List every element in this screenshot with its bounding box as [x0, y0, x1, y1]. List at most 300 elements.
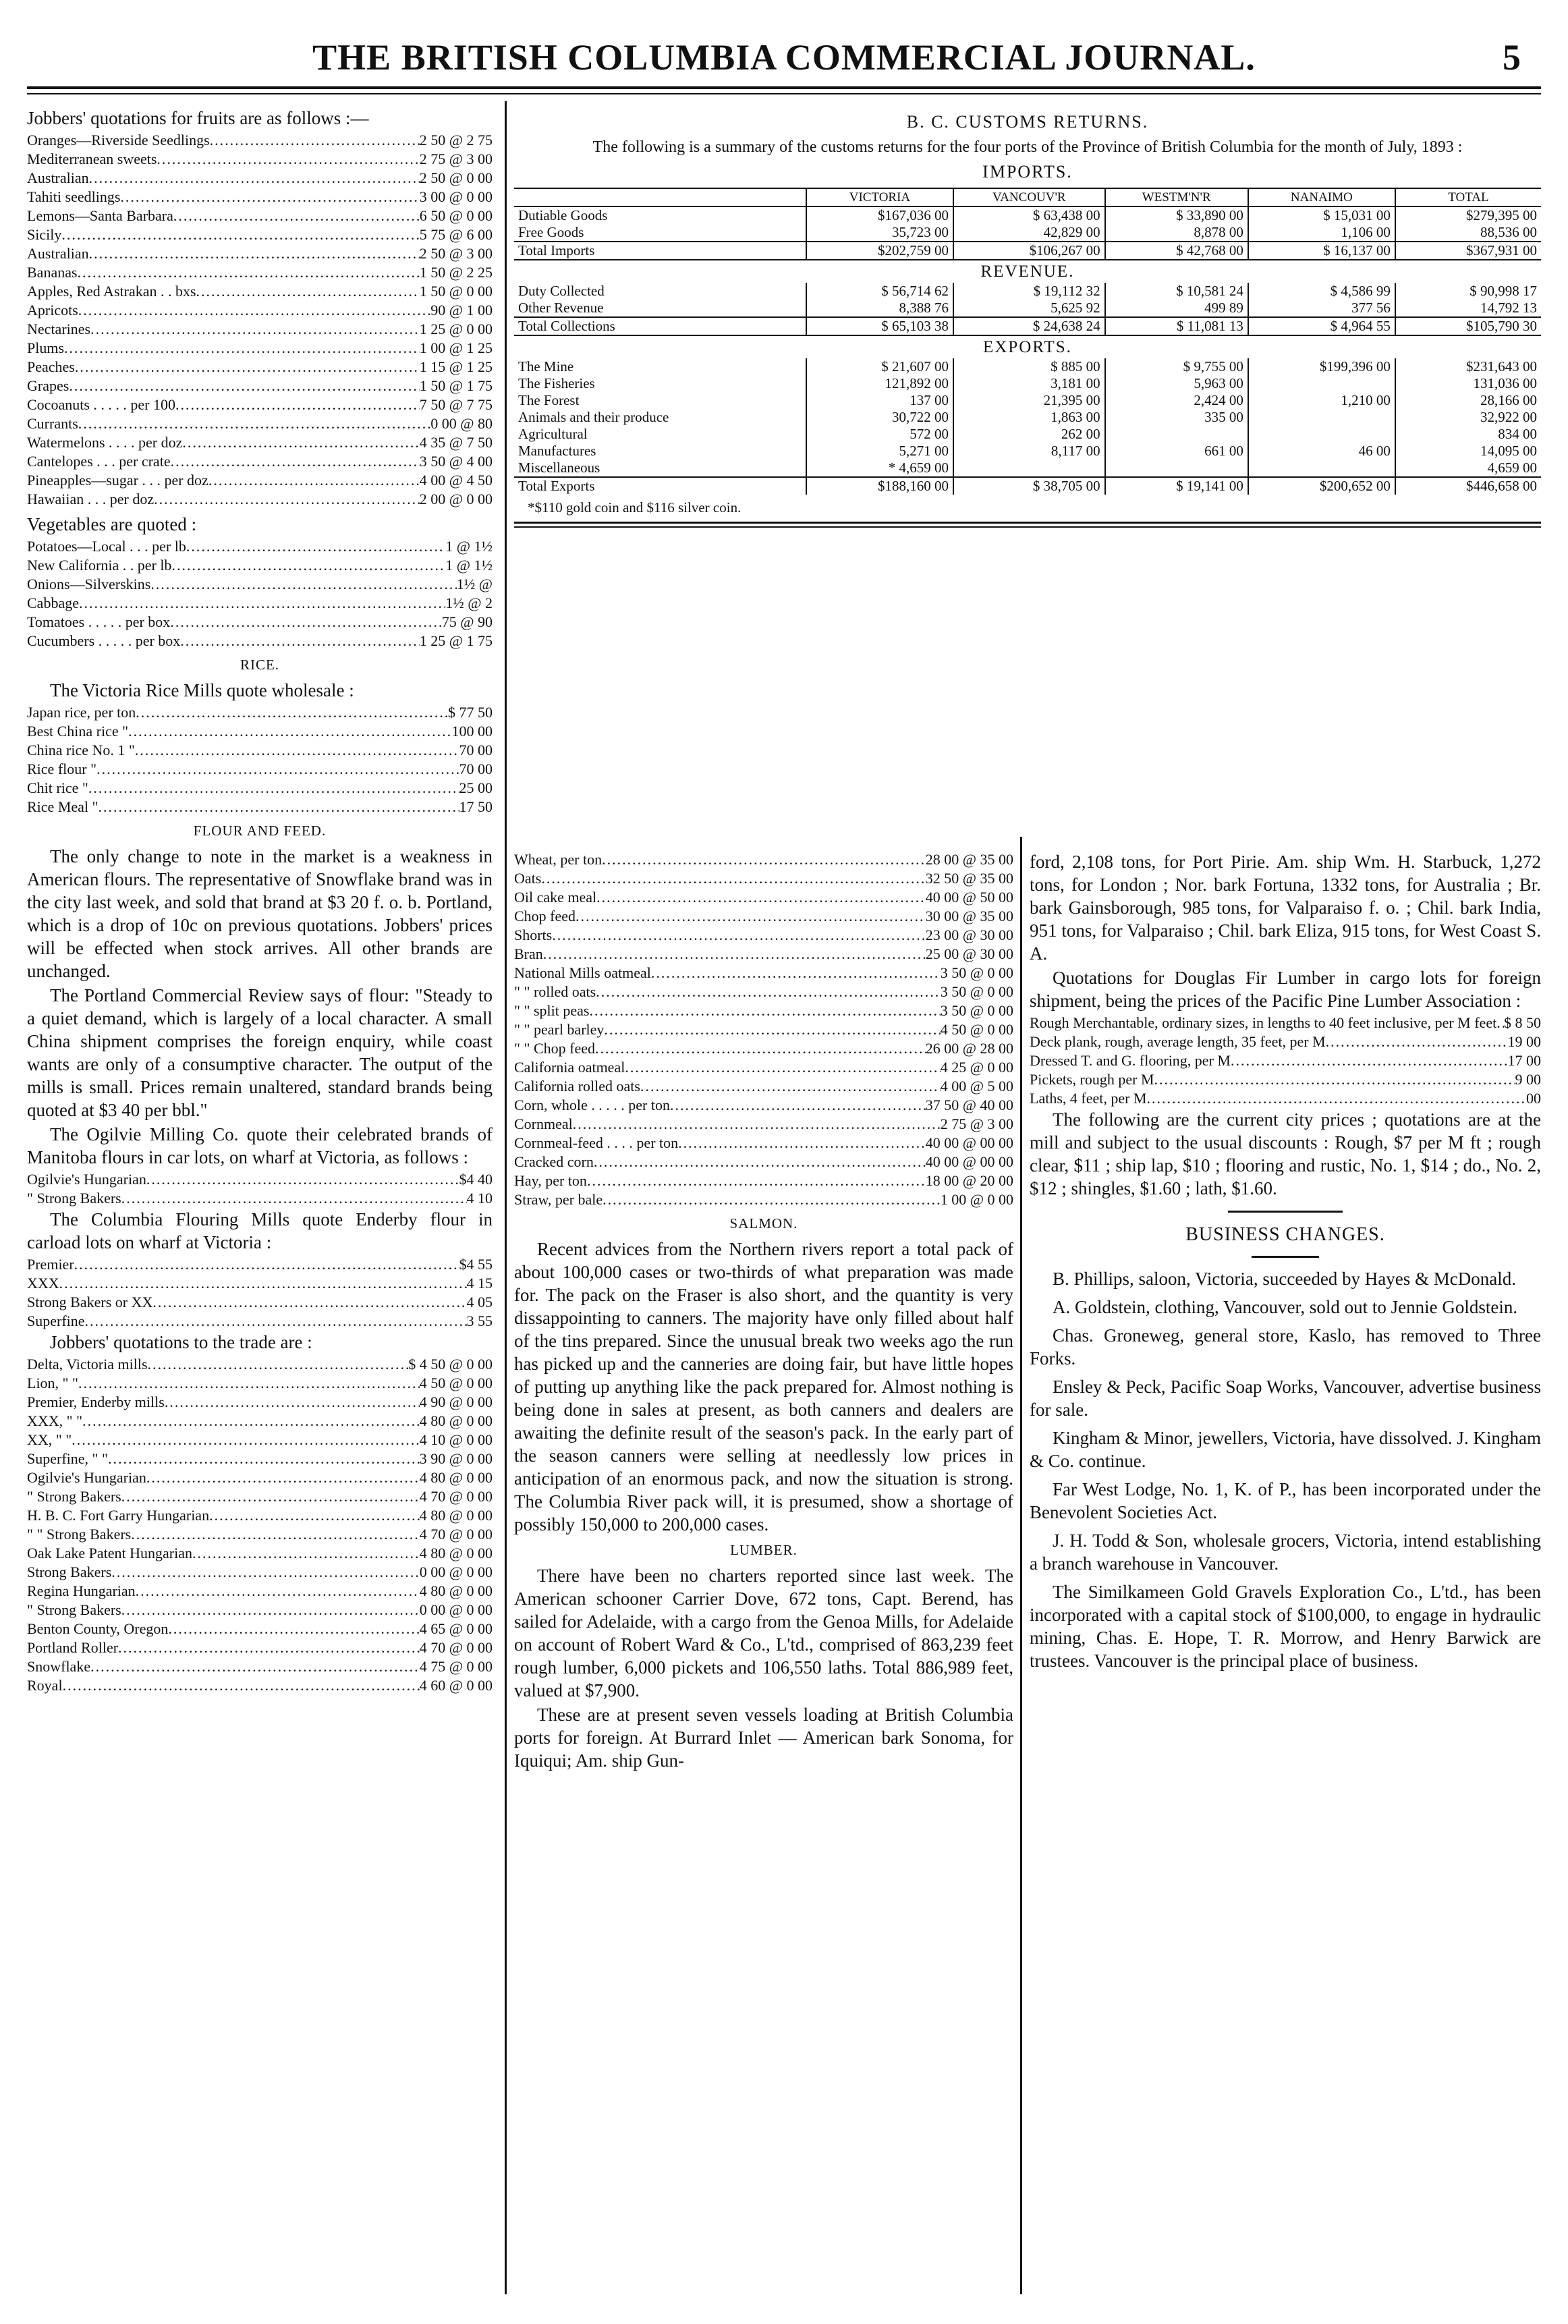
item-price: 0 00 @ 0 00 — [419, 1564, 493, 1580]
item-name: Corn, whole . . . . . per ton — [514, 1097, 670, 1113]
price-row — [27, 1393, 493, 1412]
item-name: " Strong Bakers — [27, 1190, 121, 1207]
item-price: 17 00 — [1507, 1052, 1541, 1069]
dot-leader — [121, 1601, 420, 1620]
dot-leader — [75, 358, 420, 377]
dot-leader — [135, 741, 459, 760]
price-row — [27, 1468, 493, 1487]
exports-row — [514, 375, 1541, 392]
item-name: Strong Bakers — [27, 1564, 112, 1580]
cell-value: $ 885 00 — [953, 358, 1105, 375]
price-row — [27, 206, 493, 225]
dot-leader — [146, 1170, 459, 1189]
price-row — [27, 377, 493, 395]
item-name: Mediterranean sweets — [27, 150, 157, 167]
customs-bottom-rule-2 — [514, 526, 1541, 528]
item-name: Premier — [27, 1256, 74, 1273]
item-name: California rolled oats — [514, 1078, 640, 1095]
item-name: Cabbage — [27, 594, 79, 611]
cell-value: $167,036 00 — [806, 206, 953, 224]
cell-value: $ 15,031 00 — [1248, 206, 1395, 224]
item-name: Grapes — [27, 377, 69, 394]
item-name: Plums — [27, 339, 65, 356]
dot-leader — [180, 632, 419, 651]
price-row — [27, 188, 493, 206]
price-row — [27, 452, 493, 471]
rice-heading: RICE. — [240, 657, 280, 673]
item-price: $ 77 50 — [448, 704, 493, 721]
item-name: Dressed T. and G. flooring, per M — [1030, 1052, 1231, 1069]
douglas-paragraph: Quotations for Douglas Fir Lumber in cargo lots for foreign shipment, being the prices of the Pacific Pine Lumber Association : — [1030, 968, 1541, 1011]
dot-leader — [131, 1525, 420, 1544]
cell-value: $202,759 00 — [806, 242, 953, 260]
item-price: 1½ @ 2 — [445, 594, 493, 611]
price-row — [27, 722, 493, 741]
dot-leader — [541, 869, 925, 888]
item-price: 1 50 @ 2 25 — [419, 264, 493, 281]
dot-leader — [182, 433, 419, 452]
dot-leader — [604, 1020, 940, 1039]
cell-value: 121,892 00 — [806, 375, 953, 392]
cell-value: $ 10,581 24 — [1105, 283, 1248, 300]
cell-value: 88,536 00 — [1395, 224, 1541, 242]
price-row — [27, 1563, 493, 1582]
item-price: 4 80 @ 0 00 — [419, 1412, 493, 1429]
cell-value — [1105, 460, 1248, 477]
columbia-price-list — [27, 1255, 493, 1331]
item-price: $ 4 50 @ 0 00 — [408, 1356, 493, 1373]
item-price: 6 50 @ 0 00 — [419, 207, 493, 224]
item-price: 4 00 @ 5 00 — [940, 1078, 1013, 1095]
dot-leader — [64, 339, 420, 358]
dot-leader — [552, 926, 925, 945]
item-name: Portland Roller — [27, 1639, 119, 1656]
item-price: 40 00 @ 50 00 — [925, 889, 1013, 906]
dot-leader — [89, 244, 420, 263]
price-row — [514, 1115, 1013, 1134]
item-price: 4 60 @ 0 00 — [419, 1677, 493, 1694]
cell-value — [1248, 460, 1395, 477]
cell-value: 131,036 00 — [1395, 375, 1541, 392]
cell-value — [1248, 409, 1395, 426]
price-row — [27, 1312, 493, 1331]
dot-leader — [69, 377, 419, 395]
dot-leader — [171, 556, 445, 575]
item-name: Apples, Red Astrakan . . bxs — [27, 283, 196, 300]
price-row — [27, 1638, 493, 1657]
dot-leader — [99, 798, 459, 817]
item-name: Strong Bakers or XX — [27, 1294, 153, 1310]
cell-value: $ 11,081 13 — [1105, 317, 1248, 335]
item-price: $ 8 50 — [1504, 1014, 1541, 1031]
item-name: Benton County, Oregon — [27, 1620, 169, 1637]
price-row — [27, 613, 493, 632]
item-price: 4 05 — [466, 1294, 493, 1310]
exports-row — [514, 392, 1541, 409]
heading-rule — [1252, 1256, 1319, 1258]
item-name: Laths, 4 feet, per M — [1030, 1090, 1147, 1107]
cell-value: 42,829 00 — [953, 224, 1105, 242]
cell-value: TOTAL — [1395, 188, 1541, 206]
item-price: 4 25 @ 0 00 — [940, 1059, 1013, 1076]
flour-paragraph-2: The Portland Commercial Review says of flour: "Steady to a quiet demand, which is largely of a local character. A small China shipment comprises the foreign enquiry, while coast wants are only of a consumptive character. The output of the mills is small. Prices remain unaltered, standard brands being quoted at $3 40 per bbl." — [27, 985, 493, 1120]
price-row — [27, 594, 493, 613]
item-price: 2 75 @ 3 00 — [419, 150, 493, 167]
item-name: Australian — [27, 169, 89, 186]
page-header — [0, 27, 1568, 108]
dot-leader — [111, 1563, 419, 1582]
ogilvie-price-list — [27, 1170, 493, 1208]
dot-leader — [82, 1412, 420, 1431]
cell-value: 8,117 00 — [953, 443, 1105, 460]
item-price: 9 00 — [1515, 1071, 1541, 1088]
cell-value: $367,931 00 — [1395, 242, 1541, 260]
dot-leader — [651, 964, 941, 983]
item-price: 70 00 — [459, 760, 493, 777]
dot-leader — [136, 703, 448, 722]
row-label: Miscellaneous — [518, 460, 600, 476]
item-name: XXX — [27, 1275, 59, 1292]
price-row — [27, 225, 493, 244]
dot-leader — [175, 395, 420, 414]
price-row — [27, 320, 493, 339]
item-price: 17 50 — [459, 798, 493, 815]
item-name: Sicily — [27, 226, 62, 243]
dot-leader — [587, 1171, 926, 1190]
item-price: 40 00 @ 00 00 — [925, 1153, 1013, 1170]
imports-row — [514, 224, 1541, 242]
item-price: 2 50 @ 0 00 — [419, 169, 493, 186]
price-row — [514, 964, 1013, 983]
customs-title: B. C. CUSTOMS RETURNS. — [906, 112, 1149, 132]
item-name: Nectarines — [27, 321, 91, 337]
price-row — [27, 1676, 493, 1695]
item-price: 4 70 @ 0 00 — [419, 1639, 493, 1656]
business-change-item: Chas. Groneweg, general store, Kaslo, has removed to Three Forks. — [1030, 1325, 1541, 1368]
cell-value: $ 4,586 99 — [1248, 283, 1395, 300]
price-row — [514, 1039, 1013, 1058]
item-name: Bran — [514, 945, 543, 962]
price-row — [1030, 1070, 1541, 1089]
item-price: 4 80 @ 0 00 — [419, 1545, 493, 1561]
cell-value: $ 42,768 00 — [1105, 242, 1248, 260]
item-price: 4 10 — [466, 1190, 493, 1207]
dot-leader — [1147, 1089, 1527, 1108]
cell-value: $ 63,438 00 — [953, 206, 1105, 224]
cell-value: 8,388 76 — [806, 300, 953, 317]
dot-leader — [61, 225, 419, 244]
item-price: 4 80 @ 0 00 — [419, 1582, 493, 1599]
row-label: Dutiable Goods — [518, 207, 608, 223]
price-row — [514, 1096, 1013, 1115]
item-name: " " rolled oats — [514, 983, 596, 1000]
price-row — [27, 556, 493, 575]
price-row — [27, 1487, 493, 1506]
item-name: Wheat, per ton — [514, 851, 603, 868]
price-row — [27, 282, 493, 301]
fruits-price-list — [27, 131, 493, 509]
item-price: 4 70 @ 0 00 — [419, 1488, 493, 1505]
cell-value: 14,792 13 — [1395, 300, 1541, 317]
business-changes-heading: BUSINESS CHANGES. — [1185, 1224, 1385, 1245]
item-price: 4 00 @ 4 50 — [419, 472, 493, 489]
item-price: 0 00 @ 0 00 — [419, 1601, 493, 1618]
dot-leader — [90, 320, 420, 339]
dot-leader — [85, 1312, 467, 1331]
column-divider-left — [505, 101, 507, 2294]
item-name: " " split peas — [514, 1002, 590, 1019]
price-row — [27, 358, 493, 377]
item-price: 1 00 @ 1 25 — [419, 339, 493, 356]
item-name: Currants — [27, 415, 78, 432]
lumber-paragraph-1: There have been no charters reported since last week. The American schooner Carrier Dove, 672 tons, Capt. Berend, has sailed for Adelaide, with a cargo from the Genoa Mills, for Adelaide on account of Robert Ward & Co., L'td., comprised of 863,239 feet rough lumber, 6,000 pickets and 106,550 laths. Total 886,989 feet, valued at $7,900. — [514, 1566, 1013, 1700]
business-changes-list — [1030, 1267, 1541, 1672]
price-row — [27, 131, 493, 150]
exports-heading — [514, 335, 1541, 358]
dot-leader — [78, 301, 430, 320]
item-name: California oatmeal — [514, 1059, 625, 1076]
cell-value: $ 16,137 00 — [1248, 242, 1395, 260]
price-row — [514, 1001, 1013, 1020]
cell-value: $ 38,705 00 — [953, 477, 1105, 495]
price-row — [27, 741, 493, 760]
price-row — [514, 1190, 1013, 1209]
cell-value: $ 65,103 38 — [806, 317, 953, 335]
item-name: Pickets, rough per M — [1030, 1071, 1154, 1088]
price-row — [27, 1657, 493, 1676]
cell-value: * 4,659 00 — [806, 460, 953, 477]
item-price: 2 50 @ 3 00 — [419, 245, 493, 262]
item-price: 32 50 @ 35 00 — [925, 870, 1013, 887]
price-row — [27, 1189, 493, 1208]
item-name: Ogilvie's Hungarian — [27, 1171, 146, 1188]
cell-value: NANAIMO — [1248, 188, 1395, 206]
item-price: 40 00 @ 00 00 — [925, 1134, 1013, 1151]
row-label: Agricultural — [518, 426, 588, 442]
price-row — [1030, 1051, 1541, 1070]
item-price: 1 15 @ 1 25 — [419, 358, 493, 375]
cell-value: $ 19,141 00 — [1105, 477, 1248, 495]
item-name: Pineapples—sugar . . . per doz — [27, 472, 208, 489]
dot-leader — [78, 1374, 420, 1393]
item-price: 37 50 @ 40 00 — [925, 1097, 1013, 1113]
item-name: Ogilvie's Hungarian — [27, 1469, 146, 1486]
item-price: 4 80 @ 0 00 — [419, 1469, 493, 1486]
cell-value: WESTM'N'R — [1105, 188, 1248, 206]
dot-leader — [90, 1657, 420, 1676]
item-price: 1 @ 1½ — [445, 538, 493, 555]
dot-leader — [678, 1134, 926, 1153]
jobbers-paragraph: Jobbers' quotations to the trade are : — [50, 1332, 312, 1352]
business-change-item: B. Phillips, saloon, Victoria, succeeded by Hayes & McDonald. — [1053, 1269, 1517, 1289]
cell-value: 1,210 00 — [1248, 392, 1395, 409]
cell-value: $106,267 00 — [953, 242, 1105, 260]
cell-value: 4,659 00 — [1395, 460, 1541, 477]
item-name: Oranges—Riverside Seedlings — [27, 132, 210, 148]
item-name: Oil cake meal — [514, 889, 597, 906]
section-heading: REVENUE. — [514, 260, 1541, 283]
price-row — [27, 1506, 493, 1525]
price-row — [27, 433, 493, 452]
dot-leader — [1154, 1070, 1515, 1089]
item-price: 1 @ 1½ — [445, 557, 493, 574]
item-name: XX, " " — [27, 1431, 72, 1448]
imports-total-row — [514, 242, 1541, 260]
price-row — [27, 263, 493, 282]
flour-heading: FLOUR AND FEED. — [193, 823, 327, 839]
journal-title: THE BRITISH COLUMBIA COMMERCIAL JOURNAL. — [312, 37, 1256, 78]
dot-leader — [168, 1620, 419, 1638]
dot-leader — [186, 537, 445, 556]
dot-leader — [210, 131, 420, 150]
cell-value: 335 00 — [1105, 409, 1248, 426]
price-row — [27, 1274, 493, 1293]
dot-leader — [148, 1355, 409, 1374]
row-label: Other Revenue — [518, 300, 604, 316]
price-row — [27, 1525, 493, 1544]
dot-leader — [640, 1077, 941, 1096]
item-name: Potatoes—Local . . . per lb — [27, 538, 186, 555]
dot-leader — [136, 1582, 420, 1601]
cell-value: $ 19,112 32 — [953, 283, 1105, 300]
cell-value: 5,625 92 — [953, 300, 1105, 317]
price-row — [27, 301, 493, 320]
cell-value — [1248, 426, 1395, 443]
item-price: 4 90 @ 0 00 — [419, 1393, 493, 1410]
item-price: 28 00 @ 35 00 — [925, 851, 1013, 868]
price-row — [1030, 1089, 1541, 1108]
price-row — [27, 798, 493, 817]
dot-leader — [89, 169, 420, 188]
cell-value: 14,095 00 — [1395, 443, 1541, 460]
item-price: 3 00 @ 0 00 — [419, 188, 493, 205]
item-name: " Strong Bakers — [27, 1601, 121, 1618]
dot-leader — [79, 594, 445, 613]
row-label: Total Imports — [514, 242, 806, 260]
header-rule-thin — [27, 93, 1541, 94]
customs-footnote: *$110 gold coin and $116 silver coin. — [528, 499, 741, 516]
dot-leader — [595, 1039, 926, 1058]
cell-value: $ 56,714 62 — [806, 283, 953, 300]
item-name: Hay, per ton — [514, 1172, 587, 1189]
price-row — [27, 760, 493, 779]
dot-leader — [603, 1190, 941, 1209]
item-name: Premier, Enderby mills — [27, 1393, 165, 1410]
price-row — [27, 244, 493, 263]
cell-value: 1,863 00 — [953, 409, 1105, 426]
item-name: " " Chop feed — [514, 1040, 595, 1057]
price-row — [27, 779, 493, 798]
cell-value: 21,395 00 — [953, 392, 1105, 409]
business-change-item: Ensley & Peck, Pacific Soap Works, Vancouver, advertise business for sale. — [1030, 1377, 1541, 1420]
item-name: Bananas — [27, 264, 78, 281]
dot-leader — [96, 760, 459, 779]
price-row — [514, 926, 1013, 945]
page-number: 5 — [1503, 37, 1521, 78]
business-change-item: A. Goldstein, clothing, Vancouver, sold out to Jennie Goldstein. — [1053, 1297, 1518, 1317]
column-headers — [514, 188, 1541, 206]
price-row — [514, 1171, 1013, 1190]
ogilvie-paragraph: The Ogilvie Milling Co. quote their celebrated brands of Manitoba flours in car lots, on wharf at Victoria, as follows : — [27, 1124, 493, 1167]
price-row — [27, 1170, 493, 1189]
item-price: 3 55 — [466, 1312, 493, 1329]
revenue-row — [514, 300, 1541, 317]
dot-leader — [152, 1293, 466, 1312]
item-price: 0 00 @ 80 — [430, 415, 493, 432]
header-rule — [27, 86, 1541, 89]
item-name: Lemons—Santa Barbara — [27, 207, 173, 224]
exports-row — [514, 426, 1541, 443]
price-row — [27, 1582, 493, 1601]
item-name: " " Strong Bakers — [27, 1526, 132, 1543]
cell-value: 30,722 00 — [806, 409, 953, 426]
price-row — [27, 414, 493, 433]
item-name: Lion, " " — [27, 1375, 79, 1391]
price-row — [514, 1153, 1013, 1171]
exports-row — [514, 409, 1541, 426]
dot-leader — [63, 1676, 420, 1695]
middle-column — [514, 850, 1013, 1773]
price-row — [27, 1255, 493, 1274]
item-name: Japan rice, per ton — [27, 704, 136, 721]
item-name: National Mills oatmeal — [514, 964, 651, 981]
dot-leader — [596, 888, 926, 907]
item-price: 75 @ 90 — [441, 613, 493, 630]
cell-value: 5,271 00 — [806, 443, 953, 460]
item-price: 30 00 @ 35 00 — [925, 908, 1013, 924]
item-name: Superfine, " " — [27, 1450, 108, 1467]
cell-value — [953, 460, 1105, 477]
price-row — [514, 888, 1013, 907]
price-row — [27, 1431, 493, 1449]
dot-leader — [165, 1393, 420, 1412]
salmon-paragraph: Recent advices from the Northern rivers report a total pack of about 100,000 cases or two-thirds of what preparation was made for. The pack on the Fraser is also short, and the quantity is very dissappointing to canners. The majority have only filled about half of the tins prepared. Since the unusual break two weeks ago the run has picked up and the canneries are doing fair, but have little hopes of putting up anything like the pack prepared for. Almost nothing is being done in sales at present, as both canners and dealers are awaiting the definite result of the season's pack. In the early part of the season canners were selling at needlessly low prices in anticipation of an enormous pack, and now the situation is strong. The Columbia River pack will, it is presumed, show a shortage of possibly 150,000 to 200,000 cases. — [514, 1239, 1013, 1534]
price-row — [27, 471, 493, 490]
cell-value — [1248, 375, 1395, 392]
item-price: 25 00 — [459, 779, 493, 796]
item-name: Tomatoes . . . . . per box — [27, 613, 171, 630]
price-row — [27, 169, 493, 188]
cell-value: VICTORIA — [806, 188, 953, 206]
item-name: Shorts — [514, 926, 553, 943]
left-column — [27, 107, 493, 1695]
dot-leader — [157, 150, 419, 169]
item-name: New California . . per lb — [27, 557, 172, 574]
row-label: Manufactures — [518, 443, 596, 459]
item-price: 2 50 @ 2 75 — [419, 132, 493, 148]
cell-value: 8,878 00 — [1105, 224, 1248, 242]
item-name: Regina Hungarian — [27, 1582, 136, 1599]
dot-leader — [120, 188, 419, 206]
revenue-row — [514, 283, 1541, 300]
item-price: 26 00 @ 28 00 — [925, 1040, 1013, 1057]
dot-leader — [88, 779, 459, 798]
dot-leader — [1231, 1051, 1508, 1070]
cell-value: 834 00 — [1395, 426, 1541, 443]
customs-table — [514, 188, 1541, 495]
section-heading: EXPORTS. — [514, 335, 1541, 358]
item-name: Chop feed — [514, 908, 576, 924]
item-name: Australian — [27, 245, 89, 262]
row-label — [514, 188, 806, 206]
row-label: Total Collections — [514, 317, 806, 335]
price-row — [27, 537, 493, 556]
price-row — [514, 1020, 1013, 1039]
business-change-item: The Similkameen Gold Gravels Exploration Co., L'td., has been incorporated with a capital stock of $100,000, to engage in hydraulic mining, Chas. E. Hope, T. R. Morrow, and Henry Barwick are trustees. Vancouver is the principal place of business. — [1030, 1582, 1541, 1671]
item-name: Delta, Victoria mills — [27, 1356, 148, 1373]
item-price: 70 00 — [459, 742, 493, 758]
right-column — [1030, 850, 1541, 1678]
